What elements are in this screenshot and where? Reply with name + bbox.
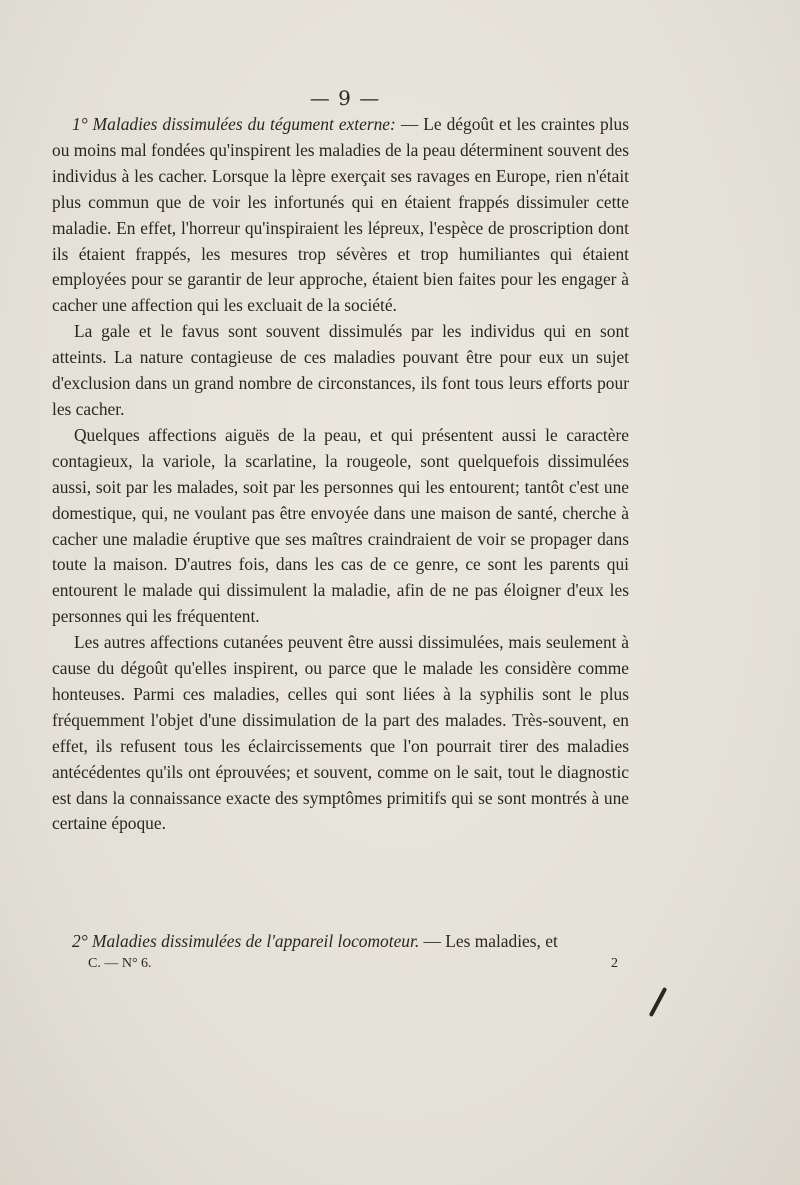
section-2-text: — Les maladies, et	[419, 931, 558, 951]
paragraph-affections-cutanees: Les autres affections cutanées peuvent être aussi dissimulées, mais seulement à cause du dégoût qu'elles inspirent, ou parce que le malade les considère comme honteuses. Parmi ces maladies, celles qui sont liées à la syphilis sont le plus fréquemment l'objet d'une dissimulation de la part des malades. Très-souvent, en effet, ils refusent tous les éclaircissements que l'on pourrait tirer des maladies antécédentes qu'ils ont éprouvées; et souvent, comme on le sait, tout le diagnostic est dans la connaissance exacte des symptômes primitifs qui se sont montrés à une certaine époque.	[52, 632, 629, 834]
section-2-paragraph	[52, 928, 629, 954]
pencil-mark	[649, 987, 668, 1017]
section-1-paragraph	[52, 112, 629, 319]
signature-mark: C. — N° 6.	[88, 956, 152, 971]
section-2-heading: 2° Maladies dissimulées de l'appareil locomoteur.	[72, 931, 420, 951]
signature-line	[88, 956, 618, 972]
section-1-heading: 1° Maladies dissimulées du tégument externe:	[72, 114, 396, 134]
section-1-text: — Le dégoût et les craintes plus ou moins mal fondées qu'inspirent les maladies de la peau déterminent souvent des individus à les cacher. Lorsque la lèpre exerçait ses ravages en Europe, rien n'était plus commun que de voir les infortunés qui en étaient frappés dissimuler cette maladie. En effet, l'horreur qu'inspiraient les lépreux, l'espèce de proscription dont ils étaient frappés, les mesures trop sévères et trop humiliantes qui étaient employées pour se garantir de leur approche, étaient bien faites pour les engager à cacher une affection qui les excluait de la société.	[52, 114, 629, 316]
paragraph-affections-aigues: Quelques affections aiguës de la peau, et qui présentent aussi le caractère contagieux, la variole, la scarlatine, la rougeole, sont quelquefois dissimulées aussi, soit par les malades, soit par les personnes qui les entourent; tantôt c'est une domestique, qui, ne voulant pas être envoyée dans une maison de santé, cherche à cacher une maladie éruptive que ses maîtres craindraient de voir se propager dans toute la maison. D'autres fois, dans les cas de ce genre, ce sont les parents qui entourent le malade qui dissimulent la maladie, afin de ne pas éloigner d'eux les personnes qui les fréquentent.	[52, 424, 629, 627]
signature-number: 2	[611, 956, 618, 971]
body-text	[52, 112, 629, 837]
page-number: — 9 —	[309, 86, 381, 110]
paragraph-gale: La gale et le favus sont souvent dissimulés par les individus qui en sont atteints. La nature contagieuse de ces maladies pouvant être pour eux un sujet d'exclusion dans un grand nombre de circonstances, ils font tous leurs efforts pour les cacher.	[52, 321, 629, 419]
